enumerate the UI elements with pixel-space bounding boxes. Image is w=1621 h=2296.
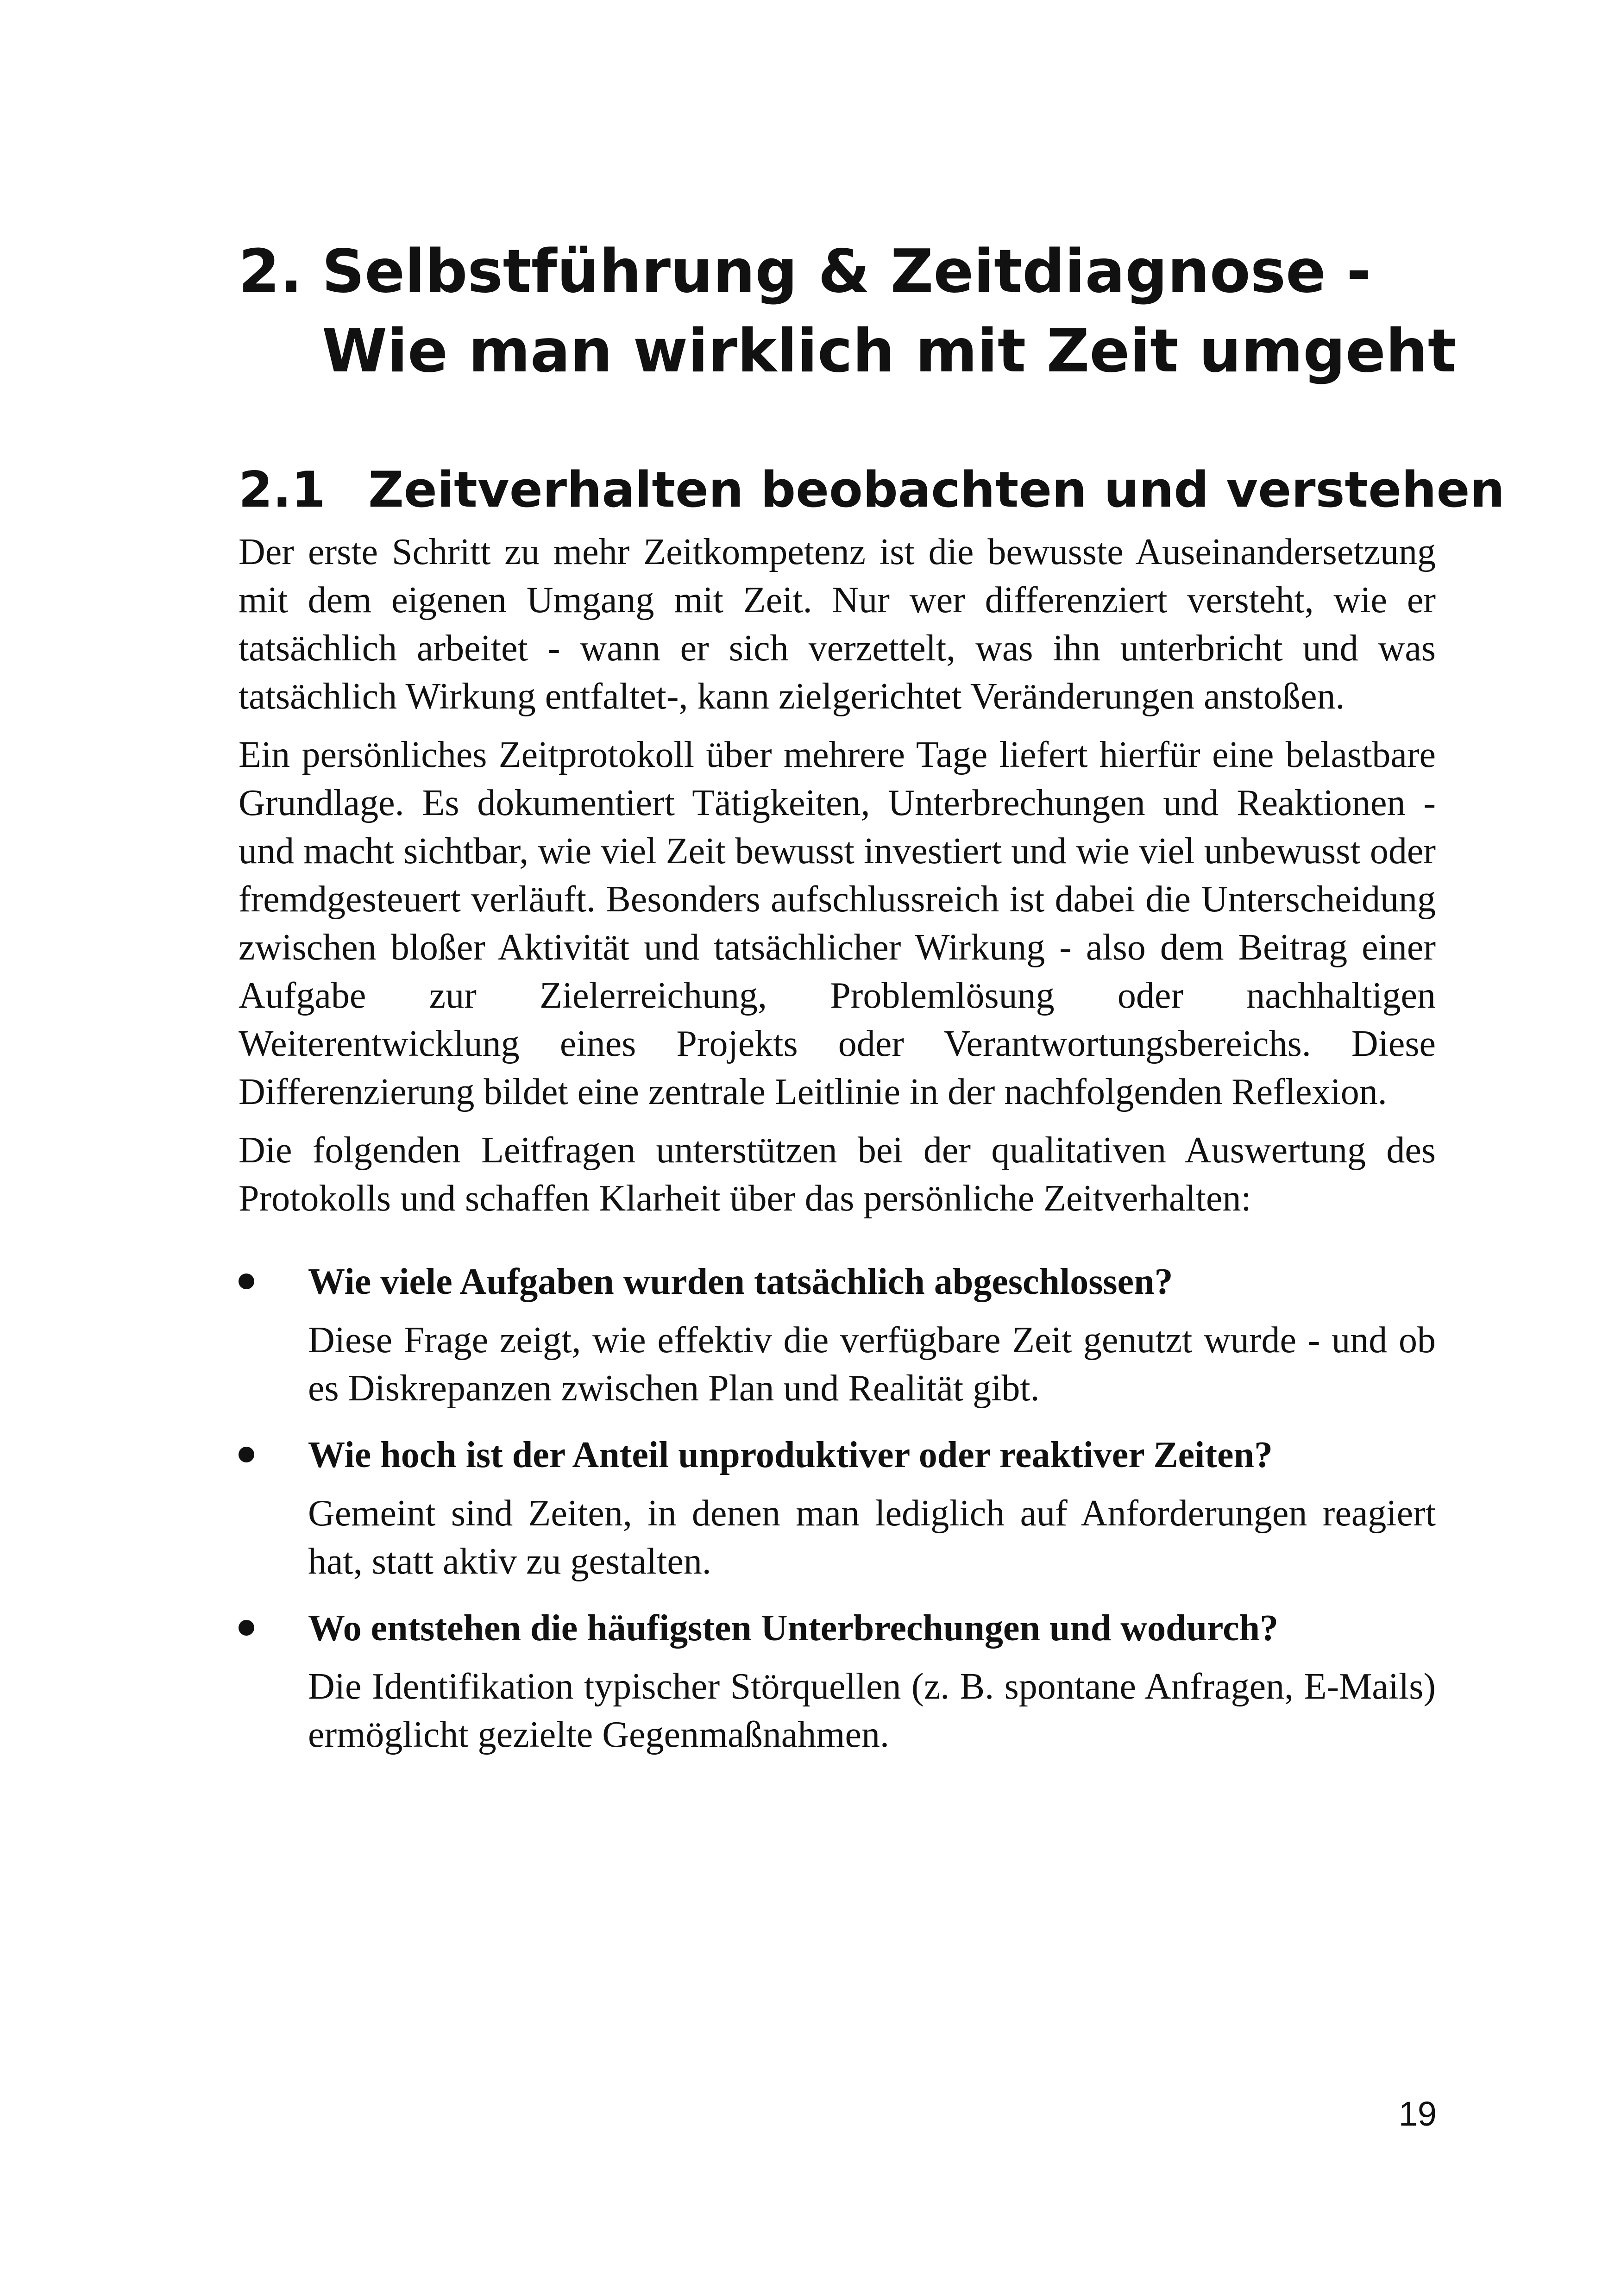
bullet-icon (239, 1620, 254, 1636)
section-number: 2.1 (239, 461, 326, 518)
section-title: Zeitverhalten beobachten und verstehen (368, 461, 1505, 518)
list-item (239, 1258, 1436, 1412)
question-text: Wo entstehen die häufigsten Unterbrechungen und wodurch? (308, 1608, 1279, 1649)
list-item (239, 1431, 1436, 1586)
chapter-title: Selbstführung & Zeitdiagnose - Wie man wirklich mit Zeit umgeht (322, 237, 1457, 386)
list-item (239, 1604, 1436, 1759)
bullet-icon (239, 1447, 254, 1462)
page-number: 19 (1398, 2095, 1437, 2133)
bullet-icon (239, 1273, 254, 1289)
question-text: Wie hoch ist der Anteil unproduktiver oder reaktiver Zeiten? (308, 1435, 1273, 1475)
paragraph-protocol: Ein persönliches Zeitprotokoll über mehrere Tage liefert hierfür eine belastbare Grundlage. Es dokumentiert Tätigkeiten, Unterbrechungen und Reaktionen - und macht sichtbar, wie viel Zeit bewusst investiert und wie viel unbewusst oder fremdgesteuert verläuft. Besonders aufschlussreich ist dabei die Unterscheidung zwischen bloßer Aktivität und tatsächlicher Wirkung - also dem Beitrag einer Aufgabe zur Zielerreichung, Problemlösung oder nachhaltigen Weiterentwicklung eines Projekts oder Verantwortungsbereichs. Diese Differenzierung bildet eine zentrale Leitlinie in der nachfolgenden Reflexion. (239, 734, 1436, 1112)
question-explanation: Die Identifikation typischer Störquellen (z. B. spontane Anfragen, E-Mails) ermöglicht gezielte Gegenmaßnahmen. (308, 1666, 1436, 1755)
paragraph-intro: Der erste Schritt zu mehr Zeitkompetenz ist die bewusste Auseinandersetzung mit dem eigenen Umgang mit Zeit. Nur wer differenziert versteht, wie er tatsächlich arbeitet - wann er sich verzettelt, was ihn unterbricht und was tatsächlich Wirkung entfaltet-, kann zielgerichtet Veränderungen anstoßen. (239, 532, 1436, 717)
chapter-heading (239, 232, 1470, 391)
section-heading (239, 458, 1505, 522)
chapter-number: 2. (239, 237, 302, 306)
question-explanation: Diese Frage zeigt, wie effektiv die verfügbare Zeit genutzt wurde - und ob es Diskrepanzen zwischen Plan und Realität gibt. (308, 1320, 1436, 1409)
body-text (239, 528, 1436, 1777)
question-text: Wie viele Aufgaben wurden tatsächlich abgeschlossen? (308, 1261, 1173, 1302)
paragraph-guiding-questions: Die folgenden Leitfragen unterstützen bei der qualitativen Auswertung des Protokolls und schaffen Klarheit über das persönliche Zeitverhalten: (239, 1130, 1436, 1219)
question-list (239, 1258, 1436, 1759)
question-explanation: Gemeint sind Zeiten, in denen man lediglich auf Anforderungen reagiert hat, statt aktiv zu gestalten. (308, 1493, 1436, 1582)
